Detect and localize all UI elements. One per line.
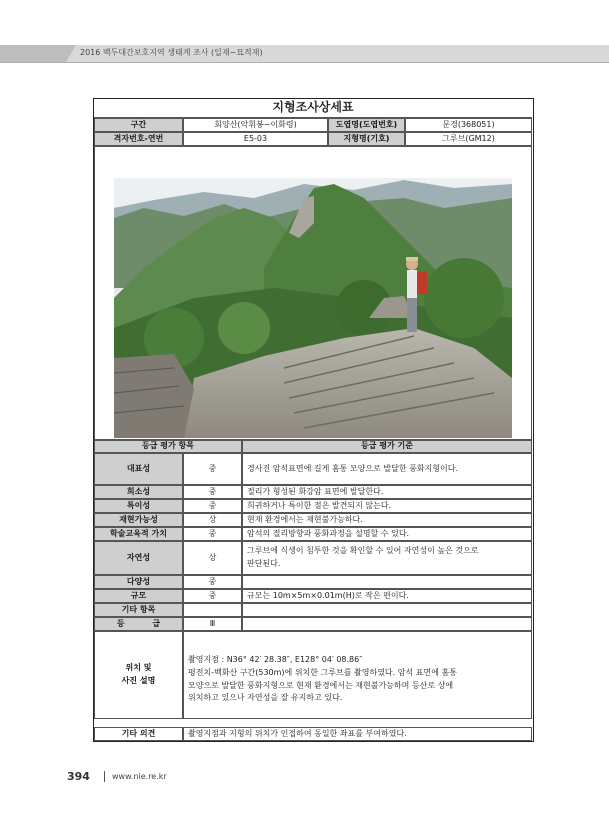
running-header-notch <box>66 45 76 62</box>
eval-row-item: 자연성 <box>94 541 183 575</box>
site-photo-illustration <box>114 178 512 438</box>
location-label <box>94 631 183 719</box>
location-description <box>183 631 532 719</box>
eval-row-desc: 암석의 절리방향과 풍화과정을 설명할 수 있다. <box>242 527 532 541</box>
eval-row-grade: 중 <box>183 453 242 485</box>
eval-row-grade: 중 <box>183 527 242 541</box>
landform-survey-form <box>93 98 534 742</box>
eval-row-item: 희소성 <box>94 485 183 499</box>
location-line: 촬영지점 : N36° 42′ 28.38″, E128° 04′ 08.86″ <box>188 655 363 664</box>
eval-row-item: 학술교육적 가치 <box>94 527 183 541</box>
other-opinion-value: 촬영지점과 지형의 위치가 인접하여 동일한 좌표를 부여하였다. <box>183 727 532 741</box>
eval-row-desc: 경사진 암석표면에 길게 홈통 모양으로 발달한 풍화지형이다. <box>242 453 532 485</box>
footer-url: www.nie.re.kr <box>112 772 167 781</box>
landform-name-label: 지형명(기호) <box>328 132 405 146</box>
site-photo <box>114 178 512 438</box>
eval-row-desc-line: 그루브에 식생이 침투한 것을 확인할 수 있어 자연성이 높은 것으로 <box>247 546 479 556</box>
eval-row-desc-line: 판단된다. <box>247 559 281 568</box>
location-line: 평전치-백화산 구간(530m)에 위치한 그루브를 촬영하였다. 암석 표면에 홈통 <box>188 667 457 677</box>
location-line: 모양으로 발달한 풍화지형으로 현재 환경에서는 재현불가능하며 등산로 상에 <box>188 680 454 690</box>
location-label-line: 위치 및 <box>125 663 152 673</box>
eval-row-desc: 절리가 형성된 화강암 표면에 발달한다. <box>242 485 532 499</box>
other-opinion-label: 기타 의견 <box>94 727 183 741</box>
eval-row-item: 등 급 <box>94 617 183 631</box>
page-number: 394 <box>67 770 90 783</box>
eval-row-item: 특이성 <box>94 499 183 513</box>
eval-row-desc <box>242 603 532 617</box>
eval-row-grade <box>183 603 242 617</box>
section-value: 회양산(악휘봉~이화령) <box>183 118 328 132</box>
eval-row-desc <box>242 617 532 631</box>
eval-row-grade: Ⅲ <box>183 617 242 631</box>
eval-row-item: 기타 항목 <box>94 603 183 617</box>
eval-row-grade: 상 <box>183 513 242 527</box>
eval-row-desc: 현재 환경에서는 재현불가능하다. <box>242 513 532 527</box>
eval-row-item: 다양성 <box>94 575 183 589</box>
eval-row-grade: 상 <box>183 541 242 575</box>
eval-row-grade: 중 <box>183 589 242 603</box>
location-line: 위치하고 있으나 자연성을 잘 유지하고 있다. <box>188 693 343 703</box>
eval-row-desc: 희귀하거나 특이한 점은 발견되지 않는다. <box>242 499 532 513</box>
eval-item-header: 등급 평가 항목 <box>94 440 242 453</box>
grid-number-value: E5-03 <box>183 132 328 146</box>
running-header-tab <box>0 45 66 62</box>
eval-row-item: 규모 <box>94 589 183 603</box>
eval-criteria-header: 등급 평가 기준 <box>242 440 532 453</box>
footer-divider <box>104 771 105 782</box>
eval-row-grade: 중 <box>183 499 242 513</box>
map-sheet-value: 문경(368051) <box>405 118 532 132</box>
landform-name-value: 그루브(GM12) <box>405 132 532 146</box>
form-title: 지형조사상세표 <box>94 99 532 118</box>
running-header-title: 2016 백두대간보호지역 생태계 조사 (일재~묘적재) <box>80 48 263 57</box>
eval-row-grade: 중 <box>183 485 242 499</box>
running-header-rule <box>0 62 609 63</box>
grid-number-label: 격자번호-연번 <box>94 132 183 146</box>
eval-row-desc <box>242 575 532 589</box>
section-label: 구간 <box>94 118 183 132</box>
location-label-line: 사진 설명 <box>121 676 156 685</box>
eval-row-item: 대표성 <box>94 453 183 485</box>
eval-row-desc <box>242 541 532 575</box>
eval-row-item: 재현가능성 <box>94 513 183 527</box>
map-sheet-label: 도엽명(도엽번호) <box>328 118 405 132</box>
eval-row-grade: 중 <box>183 575 242 589</box>
eval-row-desc: 규모는 10m×5m×0.01m(H)로 작은 편이다. <box>242 589 532 603</box>
